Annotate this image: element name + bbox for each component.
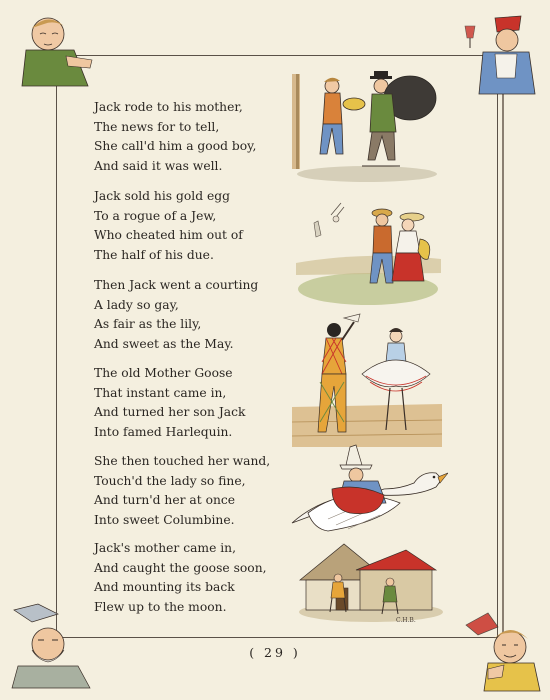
poem-line: Jack's mother came in, [94, 541, 237, 555]
poem-line: She call'd him a good boy, [94, 139, 257, 154]
poem-line: She then touched her wand, [94, 454, 271, 468]
jack-with-egg-and-man-with-sack-illustration [292, 66, 442, 186]
stanza [94, 539, 267, 617]
poem-line: Jack sold his gold egg [94, 189, 231, 203]
boy-head-corner-vignette [16, 8, 96, 90]
poem-line: Into sweet Columbine. [94, 512, 235, 527]
stanza [94, 276, 258, 354]
stanza [94, 452, 270, 530]
poem-line: And mounting its back [94, 580, 235, 595]
poem-line: And turn'd her at once [94, 493, 236, 508]
mother-goose-flying-illustration [288, 443, 448, 548]
jack-courting-lady-illustration [296, 193, 441, 313]
cottage-scene-illustration [296, 540, 446, 625]
poem-line: The half of his due. [94, 247, 214, 262]
poem-line: As fair as the lily, [94, 317, 202, 332]
poem-line: Who cheated him out of [94, 228, 243, 243]
poem-line: And said it was well. [94, 158, 223, 173]
poem-line: Then Jack went a courting [94, 278, 259, 292]
poem-line: That instant came in, [94, 385, 227, 400]
stanza [94, 364, 245, 442]
poem-line: Jack rode to his mother, [94, 100, 243, 114]
stanza [94, 187, 243, 265]
poem-line: And caught the goose soon, [94, 560, 267, 575]
poem-line: And sweet as the May. [94, 336, 234, 351]
poem-line: Into famed Harlequin. [94, 424, 233, 439]
poem-line: The news for to tell, [94, 119, 220, 134]
poem-line: Touch'd the lady so fine, [94, 473, 246, 488]
poem-line: To a rogue of a Jew, [94, 208, 217, 223]
harlequin-and-columbine-illustration [292, 312, 442, 447]
stanza [94, 98, 256, 176]
poem-line: A lady so gay, [94, 297, 179, 312]
page-number: ( 29 ) [249, 645, 301, 660]
poem-line: Flew up to the moon. [94, 599, 227, 614]
man-with-glass-corner-vignette [455, 8, 540, 98]
poem-line: And turned her son Jack [94, 405, 246, 420]
artist-signature: C.H.B. [396, 617, 416, 624]
poem-line: The old Mother Goose [94, 366, 233, 380]
